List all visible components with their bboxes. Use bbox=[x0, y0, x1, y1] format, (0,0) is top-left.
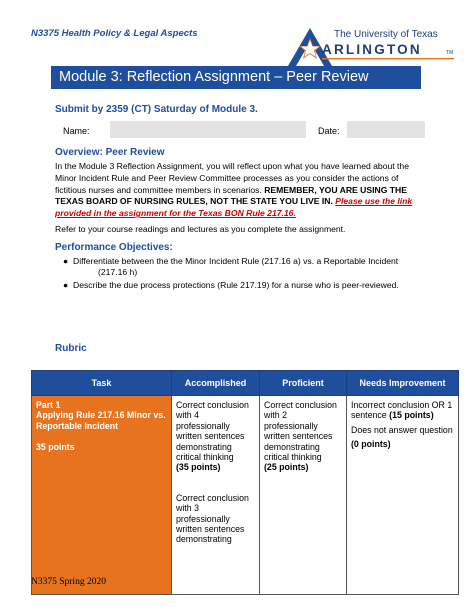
overview-heading: Overview: Peer Review bbox=[55, 147, 165, 158]
date-field[interactable] bbox=[347, 121, 425, 138]
rubric-header-row bbox=[32, 371, 459, 396]
task-cell bbox=[32, 396, 172, 595]
needs-criteria-b: Does not answer question bbox=[351, 424, 453, 435]
col-accomplished: Accomplished bbox=[172, 371, 260, 396]
col-proficient: Proficient bbox=[260, 371, 347, 396]
name-field[interactable] bbox=[110, 121, 306, 138]
needs-improvement-cell bbox=[347, 396, 459, 595]
name-label: Name: bbox=[63, 126, 90, 136]
accomplished-points: (35 points) bbox=[176, 462, 221, 473]
objective-1-text: Differentiate between the the Minor Incident Rule (217.16 a) vs. a Reportable Incident bbox=[73, 256, 399, 266]
objective-2-text: Describe the due process protections (Rule 217.19) for a nurse who is peer-reviewed. bbox=[73, 280, 399, 290]
refer-text: Refer to your course readings and lectures as you complete the assignment. bbox=[55, 224, 346, 234]
page-footer: N3375 Spring 2020 bbox=[31, 577, 106, 587]
needs-criteria-b-points: (0 points) bbox=[351, 439, 391, 450]
bon-rule-link[interactable]: Please use the link provided in the assignment for the Texas BON Rule 217.16. bbox=[55, 196, 413, 219]
part-subtitle: Applying Rule 217.16 Minor vs. Reportable Incident bbox=[36, 410, 166, 431]
bullet-icon: ● bbox=[63, 280, 69, 290]
objective-item-1-cont: (217.16 h) bbox=[98, 267, 138, 277]
logo-arlington-text: ARLINGTON bbox=[322, 42, 422, 57]
proficient-cell bbox=[260, 396, 347, 595]
accomplished-cell bbox=[172, 396, 260, 595]
overview-paragraph bbox=[55, 161, 430, 220]
objective-item-2 bbox=[63, 280, 443, 291]
date-label: Date: bbox=[318, 126, 340, 136]
proficient-points: (25 points) bbox=[264, 462, 309, 473]
page-title: Module 3: Reflection Assignment – Peer Review bbox=[51, 66, 421, 89]
rubric-heading: Rubric bbox=[55, 343, 87, 354]
col-task: Task bbox=[32, 371, 172, 396]
bullet-icon: ● bbox=[63, 256, 69, 266]
accomplished-criteria-b: Correct conclusion with 3 professionally written sentences demonstrating bbox=[176, 492, 249, 545]
overview-text: In the Module 3 Reflection Assignment, you will reflect upon what you have learned about the Minor Incident Rule and Peer Review Committee processes as you consider the actions of fictitious nurses and committee members in scenarios. bbox=[55, 161, 409, 195]
objective-item-1 bbox=[63, 256, 443, 267]
proficient-criteria: Correct conclusion with 2 professionally written sentences demonstrating critical thinking bbox=[264, 400, 337, 463]
logo-university-text: The University of Texas bbox=[334, 29, 438, 40]
logo-trademark: TM bbox=[446, 50, 454, 56]
submit-deadline: Submit by 2359 (CT) Saturday of Module 3. bbox=[55, 104, 258, 115]
needs-criteria-a-text: Incorrect conclusion OR 1 sentence bbox=[351, 400, 453, 421]
needs-criteria-a bbox=[351, 400, 454, 421]
needs-criteria-a-points: (15 points) bbox=[389, 410, 434, 421]
rubric-table bbox=[31, 370, 459, 595]
part-points: 35 points bbox=[36, 442, 75, 453]
part-title: Part 1 bbox=[36, 400, 61, 410]
overview-emphasis: REMEMBER, YOU ARE USING THE TEXAS BOARD OF NURSING RULES, NOT THE STATE YOU LIVE IN. bbox=[55, 184, 407, 207]
course-title: N3375 Health Policy & Legal Aspects bbox=[31, 28, 198, 39]
table-row bbox=[32, 396, 459, 595]
col-needs-improvement: Needs Improvement bbox=[347, 371, 459, 396]
accomplished-criteria-a: Correct conclusion with 4 professionally written sentences demonstrating critical thinking bbox=[176, 400, 249, 463]
objectives-heading: Performance Objectives: bbox=[55, 242, 173, 253]
